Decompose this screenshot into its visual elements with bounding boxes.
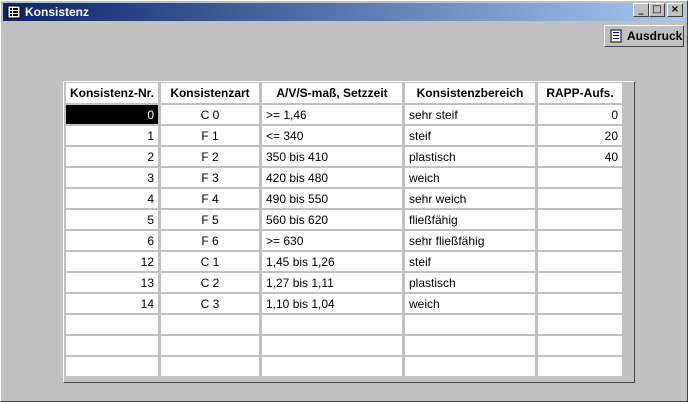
cell-rapp[interactable]: [538, 292, 622, 313]
col-header-rapp[interactable]: RAPP-Aufs.: [538, 83, 622, 103]
cell-rapp[interactable]: [538, 313, 622, 334]
cell-nr[interactable]: 5: [66, 208, 158, 229]
cell-bereich[interactable]: weich: [405, 166, 535, 187]
cell-nr[interactable]: [66, 313, 158, 334]
table-row[interactable]: [66, 124, 622, 145]
cell-art[interactable]: C 0: [161, 103, 259, 124]
cell-nr[interactable]: 14: [66, 292, 158, 313]
col-header-art[interactable]: Konsistenzart: [161, 83, 259, 103]
col-header-nr[interactable]: Konsistenz-Nr.: [66, 83, 158, 103]
cell-nr[interactable]: 1: [66, 124, 158, 145]
table-row[interactable]: [66, 271, 622, 292]
cell-rapp[interactable]: 20: [538, 124, 622, 145]
cell-rapp[interactable]: [538, 355, 622, 376]
konsistenz-table: [63, 81, 635, 383]
cell-nr[interactable]: 0: [66, 103, 158, 124]
cell-nr[interactable]: [66, 355, 158, 376]
cell-mass[interactable]: >= 1,46: [262, 103, 402, 124]
close-icon[interactable]: ×: [667, 3, 683, 17]
cell-art[interactable]: F 1: [161, 124, 259, 145]
cell-mass[interactable]: 1,10 bis 1,04: [262, 292, 402, 313]
cell-art[interactable]: [161, 334, 259, 355]
cell-rapp[interactable]: [538, 334, 622, 355]
table-row[interactable]: [66, 292, 622, 313]
cell-bereich[interactable]: sehr fließfähig: [405, 229, 535, 250]
cell-mass[interactable]: [262, 313, 402, 334]
cell-mass[interactable]: 490 bis 550: [262, 187, 402, 208]
table-row[interactable]: [66, 145, 622, 166]
cell-art[interactable]: C 1: [161, 250, 259, 271]
cell-bereich[interactable]: fließfähig: [405, 208, 535, 229]
cell-bereich[interactable]: [405, 355, 535, 376]
title-bar[interactable]: [3, 3, 685, 21]
cell-bereich[interactable]: plastisch: [405, 271, 535, 292]
cell-mass[interactable]: 420 bis 480: [262, 166, 402, 187]
table-row[interactable]: [66, 334, 622, 355]
cell-art[interactable]: [161, 313, 259, 334]
cell-mass[interactable]: <= 340: [262, 124, 402, 145]
cell-rapp[interactable]: [538, 271, 622, 292]
cell-rapp[interactable]: 40: [538, 145, 622, 166]
cell-bereich[interactable]: weich: [405, 292, 535, 313]
table-row[interactable]: [66, 166, 622, 187]
cell-mass[interactable]: 1,45 bis 1,26: [262, 250, 402, 271]
cell-mass[interactable]: 1,27 bis 1,11: [262, 271, 402, 292]
cell-mass[interactable]: 560 bis 620: [262, 208, 402, 229]
cell-nr[interactable]: 12: [66, 250, 158, 271]
cell-art[interactable]: C 2: [161, 271, 259, 292]
print-button[interactable]: [604, 25, 684, 47]
table-header: [66, 83, 622, 103]
cell-bereich[interactable]: plastisch: [405, 145, 535, 166]
cell-mass[interactable]: [262, 334, 402, 355]
cell-nr[interactable]: 3: [66, 166, 158, 187]
form-icon: [7, 5, 21, 19]
cell-rapp[interactable]: [538, 229, 622, 250]
minimize-icon[interactable]: _: [633, 3, 649, 17]
cell-nr[interactable]: 13: [66, 271, 158, 292]
table-row[interactable]: [66, 229, 622, 250]
cell-rapp[interactable]: [538, 208, 622, 229]
cell-bereich[interactable]: sehr weich: [405, 187, 535, 208]
cell-rapp[interactable]: 0: [538, 103, 622, 124]
table-row[interactable]: [66, 313, 622, 334]
cell-art[interactable]: F 4: [161, 187, 259, 208]
cell-bereich[interactable]: sehr steif: [405, 103, 535, 124]
cell-art[interactable]: F 6: [161, 229, 259, 250]
cell-mass[interactable]: 350 bis 410: [262, 145, 402, 166]
cell-art[interactable]: F 3: [161, 166, 259, 187]
cell-bereich[interactable]: [405, 334, 535, 355]
cell-bereich[interactable]: steif: [405, 250, 535, 271]
table-row[interactable]: [66, 355, 622, 376]
window-title: Konsistenz: [25, 5, 90, 19]
table-row[interactable]: [66, 187, 622, 208]
cell-art[interactable]: F 5: [161, 208, 259, 229]
cell-rapp[interactable]: [538, 250, 622, 271]
cell-art[interactable]: F 2: [161, 145, 259, 166]
cell-rapp[interactable]: [538, 187, 622, 208]
cell-bereich[interactable]: steif: [405, 124, 535, 145]
cell-art[interactable]: C 3: [161, 292, 259, 313]
cell-art[interactable]: [161, 355, 259, 376]
cell-bereich[interactable]: [405, 313, 535, 334]
cell-nr[interactable]: 2: [66, 145, 158, 166]
table-row[interactable]: [66, 103, 622, 124]
cell-mass[interactable]: >= 630: [262, 229, 402, 250]
maximize-icon[interactable]: □: [649, 3, 665, 17]
cell-nr[interactable]: [66, 334, 158, 355]
report-icon: [609, 29, 623, 43]
cell-rapp[interactable]: [538, 166, 622, 187]
col-header-mass[interactable]: A/V/S-maß, Setzzeit: [262, 83, 402, 103]
cell-nr[interactable]: 4: [66, 187, 158, 208]
cell-nr[interactable]: 6: [66, 229, 158, 250]
print-label: Ausdruck: [627, 29, 683, 43]
table-row[interactable]: [66, 208, 622, 229]
col-header-bereich[interactable]: Konsistenzbereich: [405, 83, 535, 103]
table-row[interactable]: [66, 250, 622, 271]
cell-mass[interactable]: [262, 355, 402, 376]
